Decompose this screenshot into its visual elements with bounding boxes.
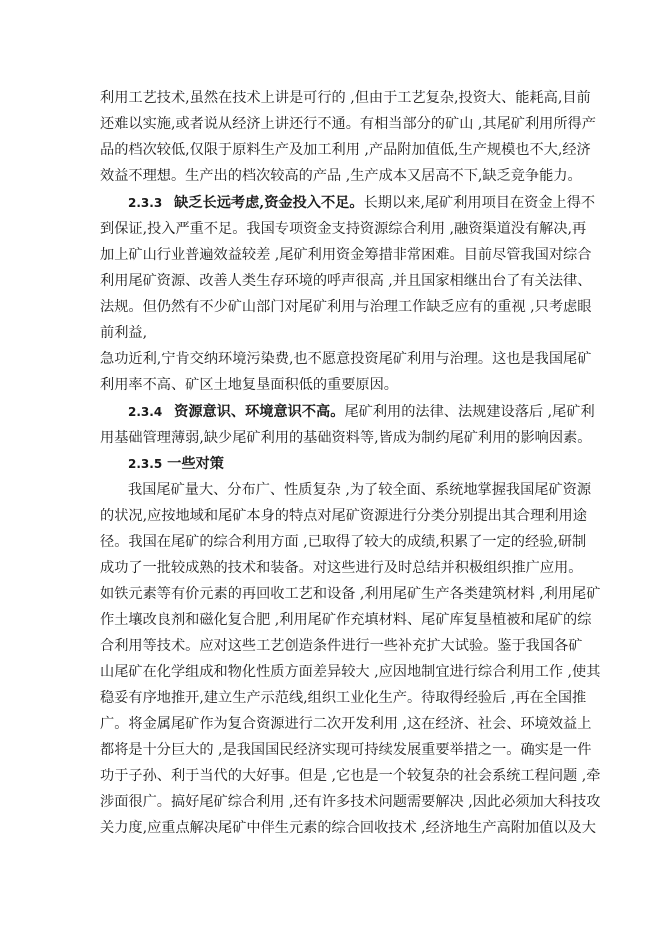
text-line: 到保证,投入严重不足。我国专项资金支持资源综合利用 ,融资渠道没有解决,再 <box>100 221 587 237</box>
text-line: 用基础管理薄弱,缺少尾矿利用的基础资料等,皆成为制约尾矿利用的影响因素。 <box>100 430 592 446</box>
text-line: 如铁元素等有价元素的再回收工艺和设备 ,利用尾矿生产各类建筑材料 ,利用尾矿 <box>100 586 601 602</box>
text-line: 利用率不高、矿区土地复垦面积低的重要原因。 <box>100 377 398 393</box>
text-line: 功于子孙、利于当代的大好事。但是 ,它也是一个较复杂的社会系统工程问题 ,牵 <box>100 768 601 784</box>
text-line: 广。将金属尾矿作为复合资源进行二次开发利用 ,这在经济、社会、环境效益上 <box>100 716 592 732</box>
text-line: 前利益, <box>100 325 148 341</box>
text-line: 利用尾矿资源、改善人类生存环境的呼声很高 ,并且国家相继出台了有关法律、 <box>100 273 592 289</box>
section-2-3-4 <box>128 399 595 425</box>
text-line: 涉面很广。搞好尾矿综合利用 ,还有许多技术问题需要解决 ,因此必须加大科技攻 <box>100 794 601 810</box>
text-line: 关力度,应重点解决尾矿中伴生元素的综合回收技术 ,经济地生产高附加值以及大 <box>100 820 596 836</box>
text-line: 作土壤改良剂和磁化复合肥 ,利用尾矿作充填材料、尾矿库复垦植被和尾矿的综 <box>100 612 592 628</box>
text-line: 的状况,应按地域和尾矿本身的特点对尾矿资源进行分类分别提出其合理利用途 <box>100 508 587 524</box>
text-line: 都将是十分巨大的 ,是我国国民经济实现可持续发展重要举措之一。确实是一件 <box>100 742 592 758</box>
text-line: 加上矿山行业普遍效益较差 ,尾矿利用资金筹措非常困难。目前尽管我国对综合 <box>100 247 592 263</box>
section-heading: 一些对策 <box>167 456 224 472</box>
text-line: 山尾矿在化学组成和物化性质方面差异较大 ,应因地制宜进行综合利用工作 ,使其 <box>100 664 601 680</box>
section-2-3-5 <box>128 451 562 477</box>
text-line: 法规。但仍然有不少矿山部门对尾矿利用与治理工作缺乏应有的重视 ,只考虑眼 <box>100 299 592 315</box>
section-number: 2.3.3 <box>128 196 163 210</box>
text-line: 我国尾矿量大、分布广、性质复杂 ,为了较全面、系统地掌握我国尾矿资源 <box>128 482 592 498</box>
text-line: 成功了一批较成熟的技术和装备。对这些进行及时总结并积极组织推广应用。 <box>100 560 583 576</box>
section-number: 2.3.4 <box>128 405 163 419</box>
section-text: 尾矿利用的法律、法规建设落后 ,尾矿利 <box>344 404 595 420</box>
section-number: 2.3.5 <box>128 457 163 471</box>
text-line: 利用工艺技术,虽然在技术上讲是可行的 ,但由于工艺复杂,投资大、能耗高,目前 <box>100 90 591 106</box>
section-text: 长期以来,尾矿利用项目在资金上得不 <box>363 195 596 211</box>
section-heading: 资源意识、环境意识不高。 <box>174 404 345 420</box>
text-line: 径。我国在尾矿的综合利用方面 ,已取得了较大的成绩,积累了一定的经验,研制 <box>100 534 587 550</box>
text-line: 品的档次较低,仅限于原料生产及加工利用 ,产品附加值低,生产规模也不大,经济 <box>100 142 591 158</box>
section-2-3-3 <box>128 190 596 216</box>
text-line: 还难以实施,或者说从经济上讲还行不通。有相当部分的矿山 ,其尾矿利用所得产 <box>100 116 596 132</box>
section-heading: 缺乏长远考虑,资金投入不足。 <box>174 195 364 211</box>
text-line: 急功近利,宁肯交纳环境污染费,也不愿意投资尾矿利用与治理。这也是我国尾矿 <box>100 351 592 367</box>
text-line: 合利用等技术。应对这些工艺创造条件进行一些补充扩大试验。鉴于我国各矿 <box>100 638 583 654</box>
text-line: 效益不理想。生产出的档次较高的产品 ,生产成本又居高不下,缺乏竞争能力。 <box>100 168 582 184</box>
text-line: 稳妥有序地推开,建立生产示范线,组织工业化生产。待取得经验后 ,再在全国推 <box>100 690 587 706</box>
